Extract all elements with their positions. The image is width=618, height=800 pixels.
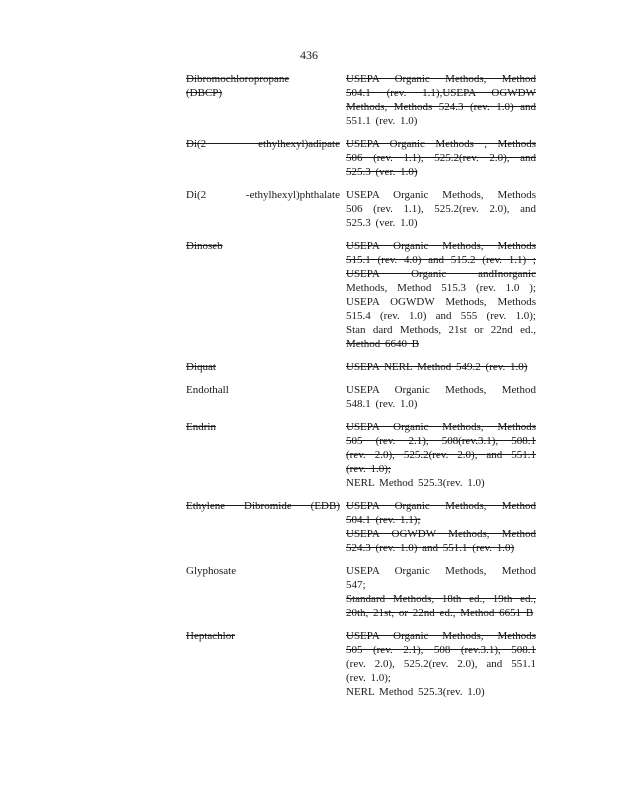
analytical-methods [346, 564, 536, 620]
contaminant-name-line: Heptachlor [186, 630, 235, 642]
method-line: USEPA Organic andInorganic [346, 268, 536, 280]
analytical-methods [346, 420, 536, 490]
contaminant-name-line: Di(2 ethylhexyl)adipate [186, 138, 340, 150]
method-line: (rev. 1.0); [346, 463, 391, 475]
method-line: 515.1 (rev. 4.0) and 515.2 (rev. 1.1) ; [346, 254, 536, 266]
method-line: USEPA NERL Method 549.2 (rev. 1.0) [346, 361, 528, 373]
method-line: USEPA Organic Methods, Methods [346, 189, 536, 201]
contaminant-name [186, 564, 346, 620]
method-line: USEPA OGWDW Methods, Method [346, 528, 536, 540]
method-line: Standard Methods, 18th ed., 19th ed., [346, 593, 536, 605]
analytical-methods [346, 383, 536, 411]
method-line: (rev. 1.0); [346, 672, 391, 684]
entry-row [186, 72, 546, 128]
method-line: 506 (rev. 1.1), 525.2(rev. 2.0), and [346, 203, 536, 215]
contaminant-name [186, 629, 346, 699]
method-line: USEPA Organic Methods, Method [346, 565, 536, 577]
analytical-methods [346, 188, 536, 230]
entry-row [186, 137, 546, 179]
method-line: 504.1 (rev. 1.1); [346, 514, 421, 526]
contaminant-name [186, 499, 346, 555]
contaminant-name-line: (DBCP) [186, 87, 223, 99]
method-line: 524.3 (rev. 1.0) and 551.1 (rev. 1.0) [346, 542, 515, 554]
contaminant-name-line: Dinoseb [186, 240, 223, 252]
method-line: 506 (rev. 1.1), 525.2(rev. 2.0), and [346, 152, 536, 164]
entry-row [186, 420, 546, 490]
entry-row [186, 564, 546, 620]
method-line: Methods, Methods 524.3 (rev. 1.0) and [346, 101, 536, 113]
method-line: 551.1 (rev. 1.0) [346, 115, 418, 127]
analytical-methods [346, 72, 536, 128]
method-line: USEPA Organic Methods, Methods [346, 240, 536, 252]
method-line: NERL Method 525.3(rev. 1.0) [346, 686, 485, 698]
contaminant-name [186, 360, 346, 374]
method-line: USEPA Organic Methods, Methods [346, 421, 536, 433]
analytical-methods [346, 360, 536, 374]
contaminant-name-line: Ethylene Dibromide (EDB) [186, 500, 340, 512]
method-line: Stan dard Methods, 21st or 22nd ed., [346, 324, 536, 336]
method-line: (rev. 2.0), 525.2(rev. 2.0), and 551.1 [346, 449, 536, 461]
method-line: USEPA Organic Methods, Method [346, 73, 536, 85]
contaminant-name [186, 420, 346, 490]
entry-row [186, 188, 546, 230]
method-line: USEPA Organic Methods, Method [346, 384, 536, 396]
entry-row [186, 360, 546, 374]
method-line: USEPA Organic Methods , Methods [346, 138, 536, 150]
method-line: 515.4 (rev. 1.0) and 555 (rev. 1.0); [346, 310, 536, 322]
method-line: 505 (rev. 2.1), 508(rev.3.1), 508.1 [346, 435, 536, 447]
contaminant-name-line: Endrin [186, 421, 216, 433]
contaminant-name [186, 188, 346, 230]
contaminant-name [186, 72, 346, 128]
entry-row [186, 383, 546, 411]
method-line: USEPA Organic Methods, Methods [346, 630, 536, 642]
contaminant-name-line: Endothall [186, 384, 229, 396]
contaminant-name-line: Diquat [186, 361, 216, 373]
method-line: USEPA Organic Methods, Method [346, 500, 536, 512]
method-line: 505 (rev. 2.1), 508 (rev.3.1), 508.1 [346, 644, 536, 656]
contaminant-name-line: Dibromochloropropane [186, 73, 290, 85]
analytical-methods [346, 499, 536, 555]
contaminant-name-line: Glyphosate [186, 565, 237, 577]
contaminant-name-line: Di(2 -ethylhexyl)phthalate [186, 189, 340, 201]
contaminant-name [186, 383, 346, 411]
analytical-methods [346, 137, 536, 179]
method-line: Methods, Method 515.3 (rev. 1.0 ); [346, 282, 536, 294]
method-line: USEPA OGWDW Methods, Methods [346, 296, 536, 308]
method-line: NERL Method 525.3(rev. 1.0) [346, 477, 485, 489]
method-line: 548.1 (rev. 1.0) [346, 398, 418, 410]
analytical-methods [346, 239, 536, 351]
method-line: (rev. 2.0), 525.2(rev. 2.0), and 551.1 [346, 658, 536, 670]
contaminant-method-table [186, 72, 546, 708]
method-line: 525.3 (ver. 1.0) [346, 217, 418, 229]
method-line: 504.1 (rev. 1.1),USEPA OGWDW [346, 87, 536, 99]
method-line: 525.3 (ver. 1.0) [346, 166, 418, 178]
entry-row [186, 239, 546, 351]
contaminant-name [186, 137, 346, 179]
entry-row [186, 499, 546, 555]
entry-row [186, 629, 546, 699]
page-number: 436 [300, 48, 318, 62]
contaminant-name [186, 239, 346, 351]
method-line: Method 6640 B [346, 338, 420, 350]
analytical-methods [346, 629, 536, 699]
method-line: 547; [346, 579, 366, 591]
method-line: 20th, 21st, or 22nd ed., Method 6651 B [346, 607, 534, 619]
